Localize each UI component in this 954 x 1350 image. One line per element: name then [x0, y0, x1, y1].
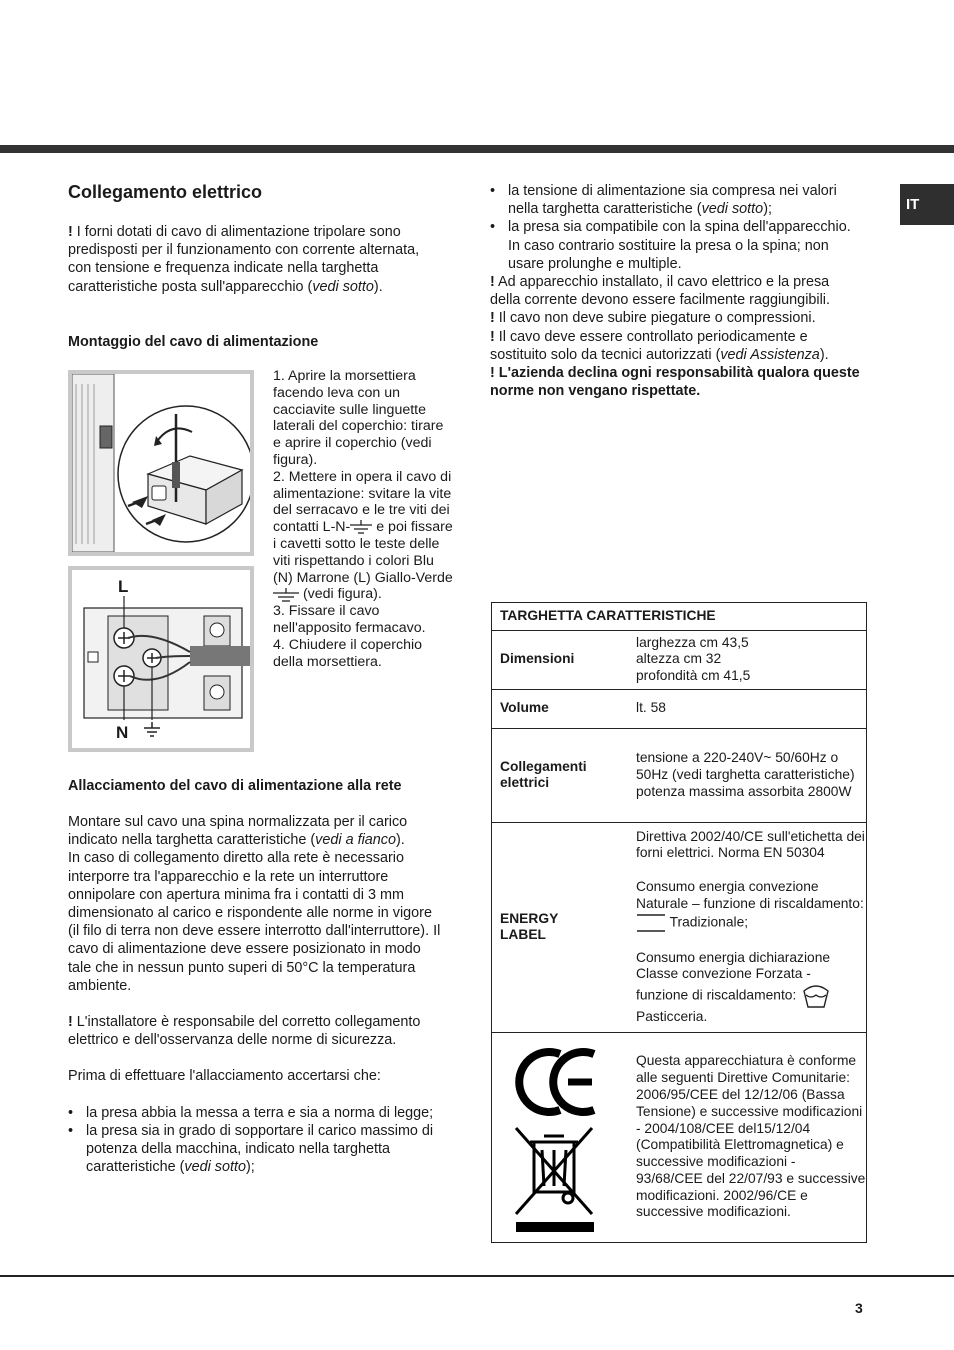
terminal-block-figure — [68, 370, 254, 556]
table-row: ENERGY LABEL Direttiva 2002/40/CE sull'etichetta dei forni elettrici. Norma EN 50304 Consumo energia convezione Naturale – funzione di riscaldamento: Tradizionale; Consumo energia dichiarazione Classe convezione Forzata - funzione di riscaldamento: Pasticceria. — [492, 822, 867, 1032]
warning-mark: ! — [68, 224, 73, 240]
right-column-text: • la tensione di alimentazione sia compresa nei valori nella targhetta caratteristiche (vedi sotto); • la presa sia compatibile con la spina dell'apparecchio. In caso contrario sostituire la presa o la spina; non usare prolunghe e multiple. ! Ad apparecchio installato, il cavo elettrico e la presa della corrente devono essere facilmente raggiungibili. ! Il cavo non deve subire piegature o compressioni. ! Il cavo deve essere controllato periodicamente e sostituito solo da tecnici autorizzati (vedi Assistenza). ! L'azienda declina ogni responsabilità qualora queste norme non vengano rispettate. — [490, 182, 862, 400]
list-item: • la tensione di alimentazione sia compresa nei valori nella targhetta caratteristiche (vedi sotto); — [490, 182, 862, 218]
step-1: 1. Aprire la morsettiera facendo leva con un cacciavite sulle linguette laterali del coperchio: tirare e aprire il coperchio (vedi figura). — [273, 368, 444, 468]
spec-table-header: TARGHETTA CARATTERISTICHE — [492, 603, 867, 631]
top-rule — [0, 145, 954, 153]
step-3: 3. Fissare il cavo nell'apposito fermacavo. — [273, 603, 426, 636]
intro-paragraph: ! I forni dotati di cavo di alimentazione tripolare sono predisposti per il funzionamento con corrente alternata, con tensione e frequenza indicate nella targhetta caratteristiche posta sull'apparecchio (vedi sotto). — [68, 224, 420, 295]
bottom-rule — [0, 1275, 954, 1277]
ground-symbol-icon — [350, 520, 372, 534]
table-row: Collegamenti elettrici tensione a 220-240V~ 50/60Hz o 50Hz (vedi targhetta caratteristiche) potenza massima assorbita 2800W — [492, 728, 867, 822]
page-number: 3 — [855, 1300, 863, 1316]
pastry-function-icon — [800, 983, 832, 1009]
mains-text: Montare sul cavo una spina normalizzata per il carico indicato nella targhetta caratteristiche (vedi a fianco). In caso di collegamento diretto alla rete è necessario interporre tra l'apparecchio e la rete un interruttore onnipolare con apertura minima fra i contatti di 3 mm dimensionato al carico e rispondente alle norme in vigore (il filo di terra non deve essere interrotto dall'interruttore). Il cavo di alimentazione deve essere posizionato in modo tale che in nessun punto superi di 50°C la temperatura ambiente. ! L'installatore è responsabile del corretto collegamento elettrico e dell'osservanza delle norme di sicurezza. Prima di effettuare l'allacciamento accertarsi che: • la presa abbia la messa a terra e sia a norma di legge; • la presa sia in grado di sopportare il carico massimo di potenza della macchina, indicato nella targhetta caratteristiche (vedi sotto); — [68, 813, 446, 1176]
mains-heading: Allacciamento del cavo di alimentazione alla rete — [68, 778, 402, 794]
static-heating-icon — [636, 913, 666, 933]
spec-table — [491, 602, 867, 1243]
assembly-steps — [273, 368, 453, 670]
step-4: 4. Chiudere il coperchio della morsettiera. — [273, 636, 423, 670]
checklist-continued — [490, 182, 862, 273]
warning-mark: ! — [68, 1014, 73, 1031]
ground-symbol-icon — [273, 588, 299, 602]
list-item: • la presa abbia la messa a terra e sia a norma di legge; — [68, 1104, 446, 1122]
table-row: Volume lt. 58 — [492, 689, 867, 728]
list-item: • la presa sia in grado di sopportare il carico massimo di potenza della macchina, indicato nella targhetta caratteristiche (vedi sotto); — [68, 1122, 446, 1177]
checklist — [68, 1104, 446, 1177]
table-row: Dimensioni larghezza cm 43,5 altezza cm 32 profondità cm 41,5 — [492, 630, 867, 689]
section-title: Collegamento elettrico — [68, 182, 263, 202]
label-L: L — [118, 577, 129, 596]
terminal-wiring-figure — [68, 566, 254, 752]
label-N: N — [116, 723, 129, 742]
terminal-opening-illustration — [72, 374, 250, 552]
cable-heading: Montaggio del cavo di alimentazione — [68, 334, 319, 350]
language-tab: IT — [900, 184, 954, 225]
list-item: • la presa sia compatibile con la spina dell'apparecchio. In caso contrario sostituire la presa o la spina; non usare prolunghe e multiple. — [490, 218, 862, 273]
step-2: 2. Mettere in opera il cavo di alimentazione: svitare la vite del serracavo e le tre viti dei contatti L-N- e poi fissare i cavetti sotto le teste delle viti rispettando i colori Blu (N) Marrone (L) Giallo-Verde (vedi figura). — [273, 468, 453, 603]
weee-bin-icon — [516, 1128, 592, 1214]
ce-weee-marks — [512, 1038, 598, 1232]
table-row: Questa apparecchiatura è conforme alle seguenti Direttive Comunitarie: 2006/95/CEE del 12/12/06 (Bassa Tensione) e successive modificazioni - 2004/108/CEE del15/12/04 (Compatibilità Elettromagnetica) e successive modificazioni - 93/68/CEE del 22/07/93 e successive modificazioni. 2002/96/CE e successive modificazioni. — [492, 1032, 867, 1242]
terminal-wiring-illustration — [72, 570, 250, 748]
ground-symbol — [144, 722, 160, 736]
